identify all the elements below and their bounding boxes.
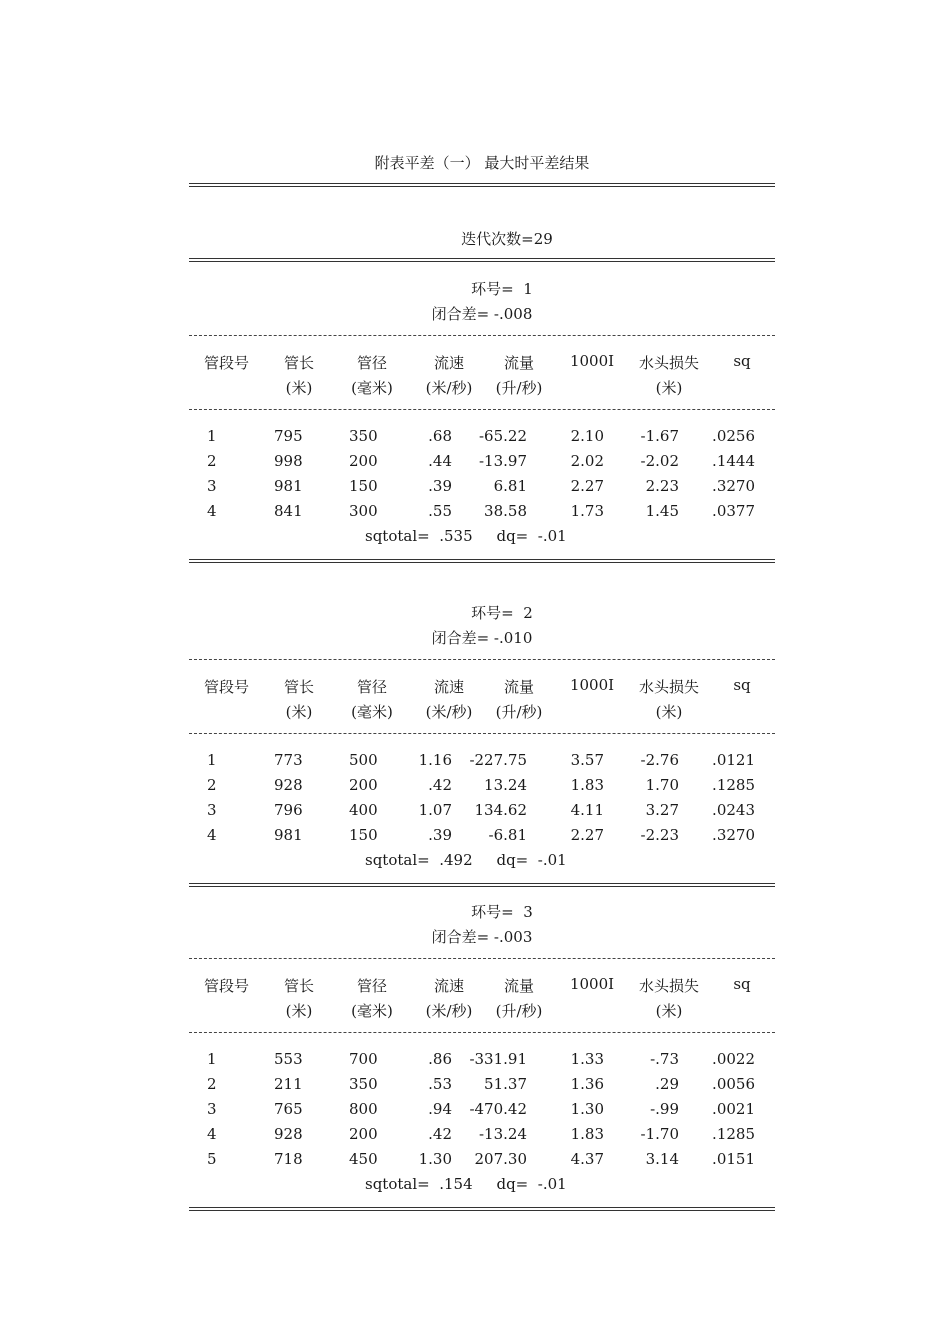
table-cell: 1.73	[570, 502, 604, 520]
table-cell: 200	[349, 1125, 378, 1143]
table-cell: 841	[274, 502, 303, 520]
table-cell: 998	[274, 452, 303, 470]
table-cell: 500	[349, 751, 378, 769]
column-unit: (米/秒)	[425, 1002, 473, 1020]
column-unit: (米)	[655, 703, 683, 721]
column-header: 管长	[283, 354, 314, 372]
table-cell: 300	[349, 502, 378, 520]
double-rule	[189, 258, 775, 262]
table-cell: 2.23	[645, 477, 679, 495]
table-cell: 1.70	[645, 776, 679, 794]
table-cell: 200	[349, 776, 378, 794]
table-cell: .39	[428, 477, 452, 495]
column-header: 管径	[356, 678, 387, 696]
column-unit: (米)	[285, 379, 313, 397]
loop-label: 环号= 1	[471, 280, 533, 298]
table-cell: -1.70	[640, 1125, 679, 1143]
column-header: 1000I	[569, 676, 615, 694]
table-cell: 1.30	[570, 1100, 604, 1118]
column-header: 管段号	[204, 354, 250, 372]
table-cell: 718	[274, 1150, 303, 1168]
table-cell: 773	[274, 751, 303, 769]
double-rule	[189, 883, 775, 887]
column-unit: (毫米)	[351, 379, 393, 397]
table-cell: -331.91	[469, 1050, 527, 1068]
dashed-rule	[189, 335, 775, 336]
table-cell: 1.33	[570, 1050, 604, 1068]
table-cell: 2	[207, 1075, 217, 1093]
table-cell: .94	[428, 1100, 452, 1118]
column-unit: (升/秒)	[495, 1002, 543, 1020]
table-cell: .0056	[712, 1075, 755, 1093]
column-header: 流速	[433, 977, 464, 995]
column-unit: (毫米)	[351, 1002, 393, 1020]
table-cell: -13.97	[478, 452, 527, 470]
table-cell: 450	[349, 1150, 378, 1168]
table-cell: -1.67	[640, 427, 679, 445]
column-unit: (升/秒)	[495, 379, 543, 397]
table-cell: 51.37	[484, 1075, 527, 1093]
table-cell: .86	[428, 1050, 452, 1068]
table-cell: .42	[428, 776, 452, 794]
table-cell: 1	[207, 751, 217, 769]
table-cell: .42	[428, 1125, 452, 1143]
table-cell: .0243	[712, 801, 755, 819]
table-cell: -13.24	[478, 1125, 527, 1143]
table-cell: 928	[274, 776, 303, 794]
table-cell: 350	[349, 1075, 378, 1093]
table-cell: .0022	[712, 1050, 755, 1068]
table-cell: 1.16	[418, 751, 452, 769]
column-header: 管段号	[204, 977, 250, 995]
table-cell: .1285	[712, 1125, 755, 1143]
table-cell: .53	[428, 1075, 452, 1093]
document-title: 附表平差（一） 最大时平差结果	[374, 154, 590, 172]
loop-label: 环号= 2	[471, 604, 533, 622]
column-unit: (米)	[655, 379, 683, 397]
table-cell: 800	[349, 1100, 378, 1118]
table-cell: 3	[207, 1100, 217, 1118]
table-cell: 1	[207, 1050, 217, 1068]
double-rule	[189, 1207, 775, 1211]
table-cell: 4	[207, 826, 217, 844]
dashed-rule	[189, 659, 775, 660]
table-cell: -2.23	[640, 826, 679, 844]
table-cell: 2.10	[570, 427, 604, 445]
loop-summary: sqtotal= .492 dq= -.01	[365, 851, 567, 869]
table-cell: 3.57	[570, 751, 604, 769]
column-header: 流量	[503, 678, 534, 696]
table-cell: 795	[274, 427, 303, 445]
table-cell: .3270	[712, 477, 755, 495]
table-cell: .0151	[712, 1150, 755, 1168]
table-cell: 1	[207, 427, 217, 445]
table-cell: 3.27	[645, 801, 679, 819]
column-header: 流量	[503, 354, 534, 372]
table-cell: .0377	[712, 502, 755, 520]
table-cell: 200	[349, 452, 378, 470]
column-header: sq	[733, 676, 751, 694]
table-cell: 1.83	[570, 1125, 604, 1143]
closure-error: 闭合差= -.003	[431, 928, 533, 946]
table-cell: 2	[207, 776, 217, 794]
table-cell: .0021	[712, 1100, 755, 1118]
loop-label: 环号= 3	[471, 903, 533, 921]
closure-error: 闭合差= -.010	[431, 629, 533, 647]
table-cell: -.99	[650, 1100, 679, 1118]
table-cell: -227.75	[469, 751, 527, 769]
table-cell: 150	[349, 477, 378, 495]
column-header: 流速	[433, 678, 464, 696]
column-header: 流速	[433, 354, 464, 372]
table-cell: 2	[207, 452, 217, 470]
column-header: 水头损失	[638, 678, 699, 696]
column-header: 管段号	[204, 678, 250, 696]
iteration-count: 迭代次数=29	[461, 230, 553, 248]
table-cell: .39	[428, 826, 452, 844]
column-header: 1000I	[569, 352, 615, 370]
table-cell: 1.83	[570, 776, 604, 794]
table-cell: 6.81	[493, 477, 527, 495]
table-cell: 2.27	[570, 477, 604, 495]
table-cell: 134.62	[474, 801, 527, 819]
table-cell: 207.30	[474, 1150, 527, 1168]
double-rule	[189, 559, 775, 563]
column-header: 流量	[503, 977, 534, 995]
column-unit: (毫米)	[351, 703, 393, 721]
table-cell: 700	[349, 1050, 378, 1068]
table-cell: 1.36	[570, 1075, 604, 1093]
column-unit: (升/秒)	[495, 703, 543, 721]
table-cell: -6.81	[488, 826, 527, 844]
column-header: 水头损失	[638, 354, 699, 372]
table-cell: 1.07	[418, 801, 452, 819]
table-cell: .3270	[712, 826, 755, 844]
table-cell: .1444	[712, 452, 755, 470]
table-cell: 3	[207, 801, 217, 819]
dashed-rule	[189, 409, 775, 410]
column-header: 管径	[356, 354, 387, 372]
table-cell: .44	[428, 452, 452, 470]
column-unit: (米)	[285, 703, 313, 721]
table-cell: 400	[349, 801, 378, 819]
table-cell: 981	[274, 826, 303, 844]
column-header: 管长	[283, 977, 314, 995]
table-cell: 928	[274, 1125, 303, 1143]
table-cell: .0256	[712, 427, 755, 445]
table-cell: 13.24	[484, 776, 527, 794]
closure-error: 闭合差= -.008	[431, 305, 533, 323]
column-unit: (米)	[655, 1002, 683, 1020]
table-cell: 553	[274, 1050, 303, 1068]
column-header: sq	[733, 352, 751, 370]
table-cell: .29	[655, 1075, 679, 1093]
column-unit: (米)	[285, 1002, 313, 1020]
table-cell: -470.42	[469, 1100, 527, 1118]
column-unit: (米/秒)	[425, 703, 473, 721]
table-cell: -2.02	[640, 452, 679, 470]
table-cell: .68	[428, 427, 452, 445]
table-cell: 211	[274, 1075, 303, 1093]
column-header: 管长	[283, 678, 314, 696]
column-header: 1000I	[569, 975, 615, 993]
table-cell: 150	[349, 826, 378, 844]
table-cell: 3.14	[645, 1150, 679, 1168]
dashed-rule	[189, 733, 775, 734]
table-cell: 38.58	[484, 502, 527, 520]
table-cell: 4.11	[570, 801, 604, 819]
table-cell: 796	[274, 801, 303, 819]
table-cell: 765	[274, 1100, 303, 1118]
dashed-rule	[189, 1032, 775, 1033]
table-cell: 4	[207, 1125, 217, 1143]
table-cell: 4.37	[570, 1150, 604, 1168]
column-unit: (米/秒)	[425, 379, 473, 397]
table-cell: 2.02	[570, 452, 604, 470]
column-header: 水头损失	[638, 977, 699, 995]
column-header: 管径	[356, 977, 387, 995]
table-cell: 1.45	[645, 502, 679, 520]
table-cell: -2.76	[640, 751, 679, 769]
table-cell: 5	[207, 1150, 217, 1168]
table-cell: 1.30	[418, 1150, 452, 1168]
table-cell: -65.22	[478, 427, 527, 445]
table-cell: 350	[349, 427, 378, 445]
loop-summary: sqtotal= .535 dq= -.01	[365, 527, 567, 545]
table-cell: 4	[207, 502, 217, 520]
double-rule	[189, 183, 775, 187]
loop-summary: sqtotal= .154 dq= -.01	[365, 1175, 567, 1193]
table-cell: 2.27	[570, 826, 604, 844]
dashed-rule	[189, 958, 775, 959]
table-cell: .0121	[712, 751, 755, 769]
column-header: sq	[733, 975, 751, 993]
table-cell: .55	[428, 502, 452, 520]
table-cell: .1285	[712, 776, 755, 794]
table-cell: 3	[207, 477, 217, 495]
table-cell: -.73	[650, 1050, 679, 1068]
table-cell: 981	[274, 477, 303, 495]
